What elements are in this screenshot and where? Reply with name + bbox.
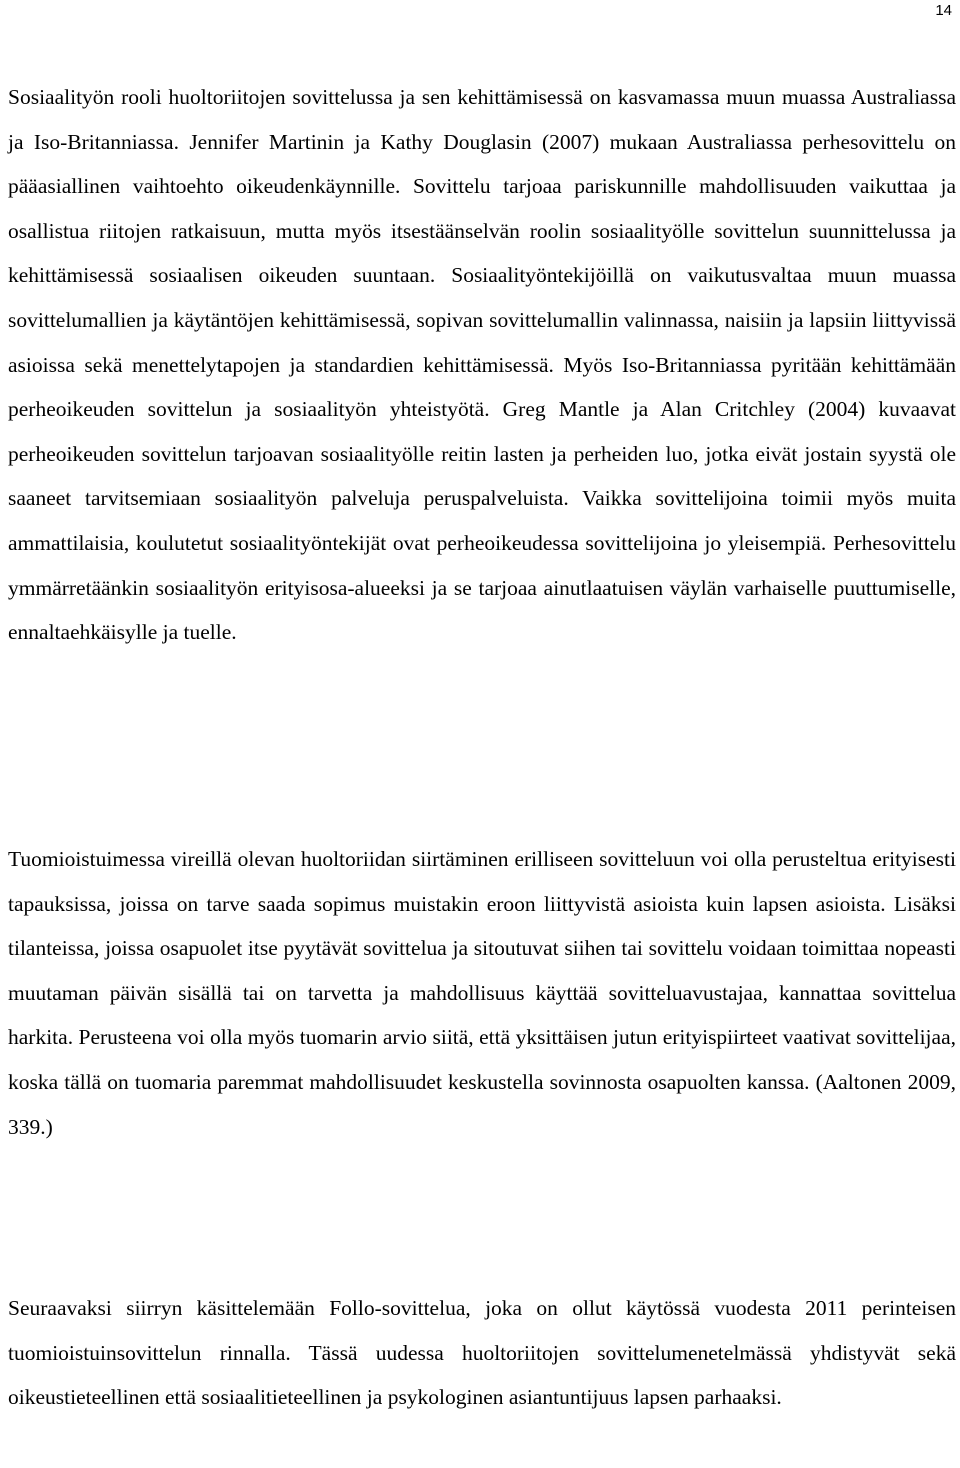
paragraph-follo-sovittelu: Seuraavaksi siirryn käsittelemään Follo-sovittelua, joka on ollut käytössä vuodesta 2011 perinteisen tuomioistuinsovittelun rinnalla. Tässä uudessa huoltoriitojen sovittelumenetelmässä yhdistyvät sekä oikeustieteellinen että sosiaalitieteellinen ja psykologinen asiantuntijuus lapsen parhaaksi. [8,1296,956,1410]
paragraph-sosiaalityon-rooli: Sosiaalityön rooli huoltoriitojen sovittelussa ja sen kehittämisessä on kasvamassa muun muassa Australiassa ja Iso-Britanniassa. Jennifer Martinin ja Kathy Douglasin (2007) mukaan Australiassa perhesovittelu on pääasiallinen vaihtoehto oikeudenkäynnille. Sovittelu tarjoaa pariskunnille mahdollisuuden vaikuttaa ja osallistua riitojen ratkaisuun, mutta myös itsestäänselvän roolin sosiaalityölle sovittelun suunnittelussa ja kehittämisessä sosiaalisen oikeuden suuntaan. Sosiaalityöntekijöillä on vaikutusvaltaa muun muassa sovittelumallien ja käytäntöjen kehittämisessä, sopivan sovittelumallin valinnassa, naisiin ja lapsiin liittyvissä asioissa sekä menettelytapojen ja standardien kehittämisessä. Myös Iso-Britanniassa pyritään kehittämään perheoikeuden sovittelun ja sosiaalityön yhteistyötä. Greg Mantle ja Alan Critchley (2004) kuvaavat perheoikeuden sovittelun tarjoavan sosiaalityölle reitin lasten ja perheiden luo, jotka eivät jostain syystä ole saaneet tarvitsemiaan sosiaalityön palveluja peruspalveluista. Vaikka sovittelijoina toimii myös muita ammattilaisia, koulutetut sosiaalityöntekijät ovat perheoikeudessa sovittelijoina jo yleisempiä. Perhesovittelu ymmärretäänkin sosiaalityön erityisosa-alueeksi ja se tarjoaa ainutlaatuisen väylän varhaiselle puuttumiselle, ennaltaehkäisylle ja tuelle. [8,85,956,645]
page-number: 14 [935,2,952,19]
paragraph-tuomioistuin-siirto: Tuomioistuimessa vireillä olevan huoltoriidan siirtäminen erilliseen sovitteluun voi olla perusteltua erityisesti tapauksissa, joissa on tarve saada sopimus muistakin eroon liittyvistä asioista kuin lapsen asioista. Lisäksi tilanteissa, joissa osapuolet itse pyytävät sovittelua ja sitoutuvat siihen tai sovittelu voidaan toimittaa nopeasti muutaman päivän sisällä tai on tarvetta ja mahdollisuus käyttää sovitteluavustajaa, kannattaa sovittelua harkita. Perusteena voi olla myös tuomarin arvio siitä, että yksittäisen jutun erityispiirteet vaativat sovittelijaa, koska tällä on tuomaria paremmat mahdollisuudet keskustella sovinnosta osapuolten kanssa. (Aaltonen 2009, 339.) [8,847,956,1139]
